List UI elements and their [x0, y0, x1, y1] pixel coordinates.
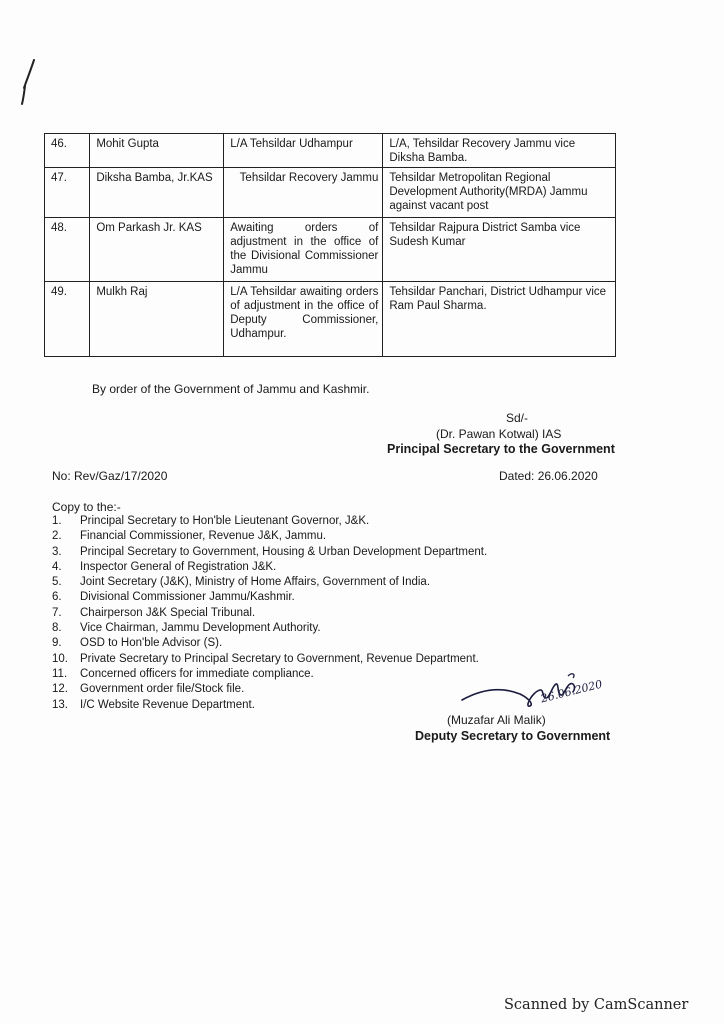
list-item — [52, 682, 487, 697]
copy-heading: Copy to the:- — [52, 500, 121, 514]
list-item — [52, 652, 487, 667]
reference-number: No: Rev/Gaz/17/2020 — [52, 469, 168, 483]
item-number: 1. — [52, 515, 62, 527]
item-number: 4. — [52, 560, 62, 573]
order-line: By order of the Government of Jammu and Kashmir. — [92, 382, 370, 396]
table-row — [45, 134, 616, 168]
item-text: Concerned officers for immediate compliance. — [80, 667, 314, 680]
list-item — [52, 560, 487, 575]
copy-list — [52, 514, 487, 713]
item-text: Principal Secretary to Hon'ble Lieutenant Governor, J&K. — [80, 515, 370, 527]
item-text: Financial Commissioner, Revenue J&K, Jammu. — [80, 530, 327, 543]
item-number: 9. — [52, 637, 62, 650]
new-posting: L/A, Tehsildar Recovery Jammu vice Diksha Bamba. — [383, 134, 616, 168]
scanner-watermark: Scanned by CamScanner — [504, 997, 689, 1013]
item-number: 2. — [52, 530, 62, 543]
signatory-name: (Dr. Pawan Kotwal) IAS — [436, 427, 562, 441]
pen-mark — [18, 58, 42, 106]
serial-number: 48. — [45, 218, 90, 282]
item-number: 6. — [52, 591, 62, 604]
item-number: 10. — [52, 652, 68, 665]
item-number: 3. — [52, 545, 62, 558]
item-text: OSD to Hon'ble Advisor (S). — [80, 637, 223, 650]
order-date: Dated: 26.06.2020 — [499, 469, 598, 483]
officer-name: Mulkh Raj — [90, 282, 224, 357]
deputy-name: (Muzafar Ali Malik) — [447, 713, 546, 727]
sd-mark: Sd/- — [506, 411, 529, 425]
new-posting: Tehsildar Metropolitan Regional Development Authority(MRDA) Jammu against vacant post — [383, 168, 616, 218]
item-text: Joint Secretary (J&K), Ministry of Home Affairs, Government of India. — [80, 576, 431, 589]
serial-number: 49. — [45, 282, 90, 357]
list-item — [52, 529, 487, 544]
item-number: 13. — [52, 698, 68, 711]
transfer-table — [44, 133, 616, 357]
signatory-title: Principal Secretary to the Government — [387, 442, 615, 456]
item-text: I/C Website Revenue Department. — [80, 698, 255, 711]
item-text: Private Secretary to Principal Secretary to Government, Revenue Department. — [80, 652, 479, 665]
current-posting: Awaiting orders of adjustment in the office of the Divisional Commissioner Jammu — [224, 218, 383, 282]
item-number: 11. — [52, 667, 68, 680]
list-item — [52, 590, 487, 605]
table-row — [45, 168, 616, 218]
list-item — [52, 545, 487, 560]
table-row — [45, 282, 616, 357]
list-item — [52, 698, 487, 713]
item-number: 12. — [52, 683, 68, 696]
list-item — [52, 667, 487, 682]
list-item — [52, 636, 487, 651]
item-number: 7. — [52, 606, 62, 619]
new-posting: Tehsildar Panchari, District Udhampur vice Ram Paul Sharma. — [383, 282, 616, 357]
item-text: Inspector General of Registration J&K. — [80, 560, 277, 573]
list-item — [52, 606, 487, 621]
list-item — [52, 575, 487, 590]
item-text: Government order file/Stock file. — [80, 683, 245, 696]
new-posting: Tehsildar Rajpura District Samba vice Sudesh Kumar — [383, 218, 616, 282]
item-text: Vice Chairman, Jammu Development Authority. — [80, 622, 321, 635]
serial-number: 47. — [45, 168, 90, 218]
item-text: Chairperson J&K Special Tribunal. — [80, 606, 256, 619]
current-posting: L/A Tehsildar awaiting orders of adjustment in the office of Deputy Commissioner, Udhampur. — [224, 282, 383, 357]
list-item — [52, 621, 487, 636]
item-number: 5. — [52, 576, 62, 589]
deputy-title: Deputy Secretary to Government — [415, 729, 611, 743]
officer-name: Diksha Bamba, Jr.KAS — [90, 168, 224, 218]
officer-name: Om Parkash Jr. KAS — [90, 218, 224, 282]
item-text: Principal Secretary to Government, Housing & Urban Development Department. — [80, 545, 488, 558]
item-number: 8. — [52, 622, 62, 635]
item-text: Divisional Commissioner Jammu/Kashmir. — [80, 591, 295, 604]
officer-name: Mohit Gupta — [90, 134, 224, 168]
signature-date: 26.06.2020 — [539, 677, 604, 706]
current-posting: L/A Tehsildar Udhampur — [224, 134, 383, 168]
current-posting: Tehsildar Recovery Jammu — [224, 168, 383, 218]
table-row — [45, 218, 616, 282]
serial-number: 46. — [45, 134, 90, 168]
list-item — [52, 514, 487, 529]
